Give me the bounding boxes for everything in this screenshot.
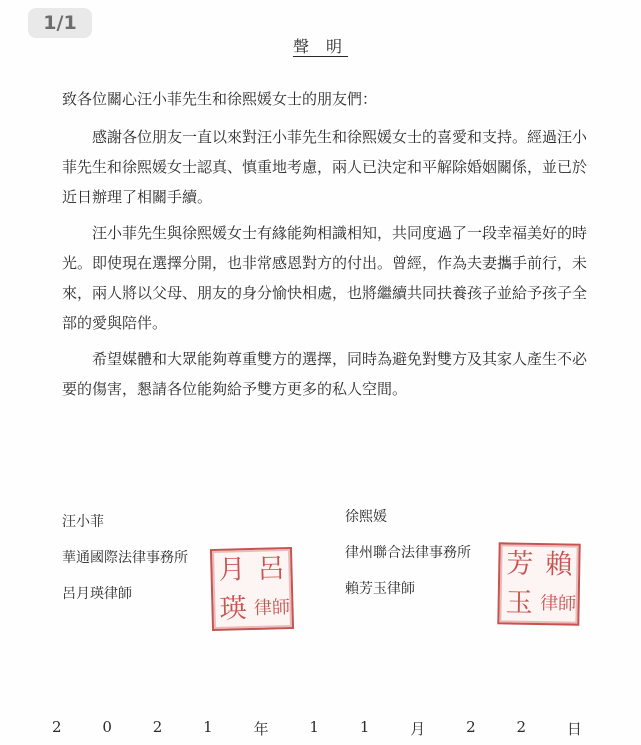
date-char: 1 [359,718,370,736]
seal-char: 呂 [257,553,285,585]
seal-char: 律師 [253,596,291,619]
date-char: 2 [152,718,163,736]
law-firm: 律州聯合法律事務所 [345,545,471,561]
signatory-name: 徐熙媛 [345,509,387,525]
law-firm: 華通國際法律事務所 [62,550,188,566]
signature-block-left [62,512,188,620]
seal-char: 瑛 [219,593,247,625]
seal-char: 玉 [505,587,533,619]
lawyer-seal-stamp [497,542,580,625]
date-char: 0 [102,718,112,736]
paragraph-2: 汪小菲先生與徐熙媛女士有緣能夠相識相知，共同度過了一段幸福美好的時光。即使現在選擇分開，也非常感恩對方的付出。曾經，作為夫妻攜手前行，未來，兩人將以父母、朋友的身分愉快相處，也將繼續共同扶養孩子並給予孩子全部的愛與陪伴。 [62,224,588,332]
lawyer-name: 呂月瑛律師 [62,586,132,602]
seal-char: 月 [218,554,246,586]
seal-char: 律師 [539,592,577,615]
signatory-name: 汪小菲 [62,514,104,530]
lawyer-seal-stamp [210,547,294,631]
date-char: 2 [466,718,476,736]
document-title: 聲 明 [292,37,349,56]
page-counter: 1/1 [28,8,92,38]
lawyer-name: 賴芳玉律師 [345,581,415,597]
seal-char: 賴 [545,549,573,581]
document-date [52,718,582,739]
signature-block-right [345,507,471,615]
seal-char: 芳 [506,548,534,580]
statement-body [62,122,592,410]
date-char: 日 [566,720,582,738]
date-char: 年 [253,720,269,738]
date-char: 2 [516,718,526,736]
date-char: 月 [410,720,426,738]
paragraph-3: 希望媒體和大眾能夠尊重雙方的選擇，同時為避免對雙方及其家人產生不必要的傷害，懇請各位能夠給予雙方更多的私人空間。 [62,350,588,398]
date-char: 1 [309,718,319,736]
paragraph-1: 感謝各位朋友一直以來對汪小菲先生和徐熙媛女士的喜愛和支持。經過汪小菲先生和徐熙媛女士認真、慎重地考慮，兩人已決定和平解除婚姻關係，並已於近日辦理了相關手續。 [62,128,588,206]
salutation: 致各位關心汪小菲先生和徐熙媛女士的朋友們： [62,90,378,108]
date-char: 2 [52,718,62,736]
date-char: 1 [203,718,213,736]
